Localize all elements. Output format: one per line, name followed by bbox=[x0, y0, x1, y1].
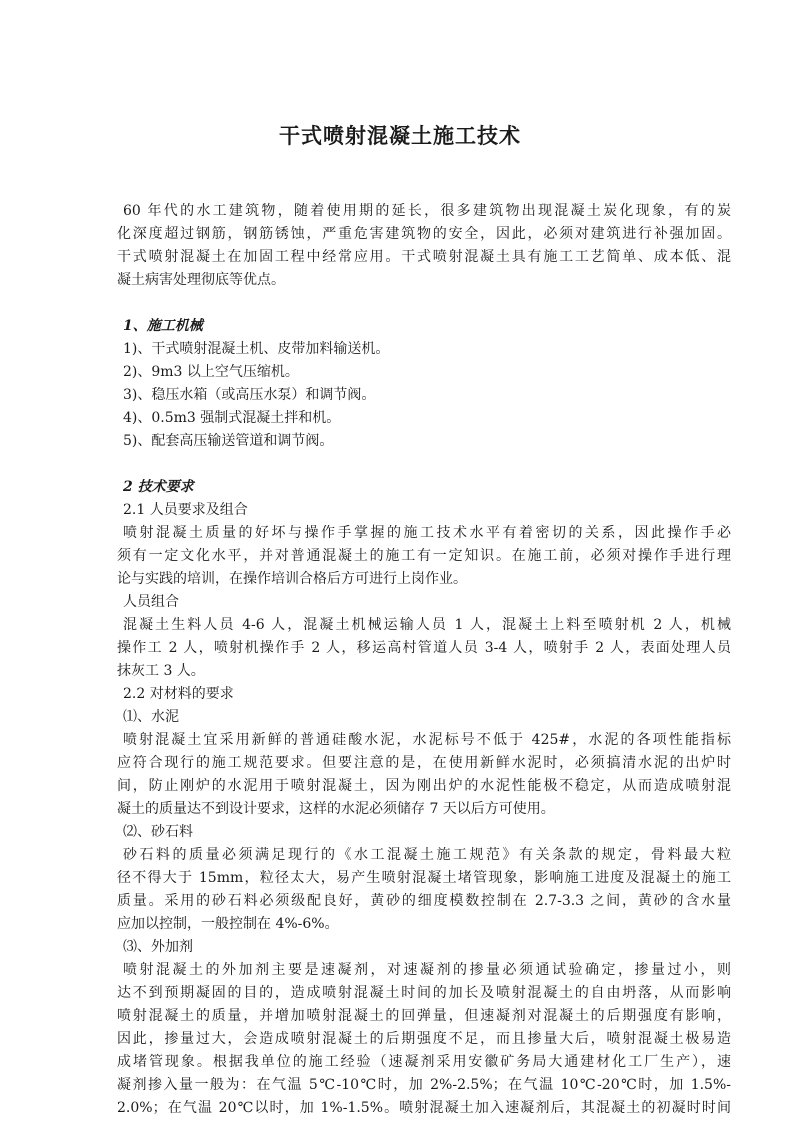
section-heading: 1、施工机械 bbox=[123, 318, 203, 334]
subsection-heading: 人员组合 bbox=[123, 594, 179, 610]
text-line: 成堵管现象。根据我单位的施工经验（速凝剂采用安徽矿务局大通建材化工厂生产），速 bbox=[117, 1054, 731, 1070]
section-heading: 2 技术要求 bbox=[123, 479, 194, 495]
list-item: 5)、配套高压输送管道和调节阀。 bbox=[123, 433, 334, 449]
text-line: 应加以控制，一般控制在 4%-6%。 bbox=[117, 916, 339, 932]
text-line: 混凝土生料人员 4-6 人，混凝土机械运输人员 1 人，混凝土上料至喷射机 2 人，机械 bbox=[123, 617, 731, 633]
text-line: 60 年代的水工建筑物，随着使用期的延长，很多建筑物出现混凝土炭化现象，有的炭 bbox=[123, 203, 731, 219]
text-line: 间，防止刚炉的水泥用于喷射混凝土，因为刚出炉的水泥性能极不稳定，从而造成喷射混 bbox=[117, 778, 731, 794]
list-item: 3)、稳压水箱（或高压水泵）和调节阀。 bbox=[123, 387, 376, 403]
text-line: 2.0%；在气温 20℃以时，加 1%-1.5%。喷射混凝土加入速凝剂后，其混凝土的初凝时时间 bbox=[117, 1100, 731, 1116]
item-heading: ⑴、水泥 bbox=[123, 709, 179, 725]
text-line: 凝土的质量达不到设计要求，这样的水泥必须储存 7 天以后方可使用。 bbox=[117, 801, 555, 817]
item-heading: ⑵、砂石料 bbox=[123, 824, 193, 840]
section-machinery bbox=[117, 315, 731, 453]
text-line: 喷射混凝土的质量，并增加喷射混凝土的回弹量，但速凝剂对混凝土的后期强度有影响， bbox=[117, 1008, 731, 1024]
text-line: 砂石料的质量必须满足现行的《水工混凝土施工规范》有关条款的规定，骨料最大粒 bbox=[123, 847, 731, 863]
text-line: 喷射混凝土质量的好坏与操作手掌握的施工技术水平有着密切的关系，因此操作手必 bbox=[123, 525, 731, 541]
list-item: 4)、0.5m3 强制式混凝土拌和机。 bbox=[123, 410, 341, 426]
text-line: 论与实践的培训，在操作培训合格后方可进行上岗作业。 bbox=[117, 571, 467, 587]
intro-paragraph bbox=[117, 200, 731, 292]
text-line: 操作工 2 人，喷射机操作手 2 人，移运高村管道人员 3-4 人，喷射手 2 人，表面处理人员 bbox=[117, 640, 731, 656]
text-line: 喷射混凝土的外加剂主要是速凝剂，对速凝剂的掺量必须通试验确定，掺量过小，则 bbox=[123, 962, 731, 978]
text-line: 须有一定文化水平，并对普通混凝土的施工有一定知识。在施工前，必须对操作手进行理 bbox=[117, 548, 731, 564]
text-line: 化深度超过钢筋，钢筋锈蚀，严重危害建筑物的安全，因此，必须对建筑进行补强加固。 bbox=[117, 226, 731, 242]
text-line: 应符合现行的施工规范要求。但要注意的是，在使用新鲜水泥时，必须搞清水泥的出炉时 bbox=[117, 755, 731, 771]
document-body bbox=[117, 200, 731, 1120]
subsection-heading: 2.2 对材料的要求 bbox=[123, 686, 234, 702]
text-line: 干式喷射混凝土在加固工程中经常应用。干式喷射混凝土具有施工工艺简单、成本低、混 bbox=[117, 249, 731, 265]
text-line: 凝剂掺入量一般为：在气温 5℃-10℃时，加 2%-2.5%；在气温 10℃-20℃时，加 1.5%- bbox=[117, 1077, 731, 1093]
document-title: 干式喷射混凝土施工技术 bbox=[279, 123, 521, 148]
text-line: 凝土病害处理彻底等优点。 bbox=[117, 272, 285, 288]
list-item: 2)、9m3 以上空气压缩机。 bbox=[123, 364, 299, 380]
text-line: 径不得大于 15mm，粒径太大，易产生喷射混凝土堵管现象，影响施工进度及混凝土的施工 bbox=[117, 870, 731, 886]
text-line: 喷射混凝土宜采用新鲜的普通硅酸水泥，水泥标号不低于 425#，水泥的各项性能指标 bbox=[123, 732, 731, 748]
text-line: 因此，掺量过大，会造成喷射混凝土的后期强度不足，而且掺量大后，喷射混凝土极易造 bbox=[117, 1031, 731, 1047]
text-line: 达不到预期凝固的目的，造成喷射混凝土时间的加长及喷射混凝土的自由坍落，从而影响 bbox=[117, 985, 731, 1001]
text-line: 抹灰工 3 人。 bbox=[117, 663, 205, 679]
subsection-heading: 2.1 人员要求及组合 bbox=[123, 502, 248, 518]
section-requirements bbox=[117, 476, 731, 1120]
list-item: 1)、干式喷射混凝土机、皮带加料输送机。 bbox=[123, 341, 390, 357]
text-line: 质量。采用的砂石料必须级配良好，黄砂的细度模数控制在 2.7-3.3 之间，黄砂的含水量 bbox=[117, 893, 731, 909]
item-heading: ⑶、外加剂 bbox=[123, 939, 193, 955]
